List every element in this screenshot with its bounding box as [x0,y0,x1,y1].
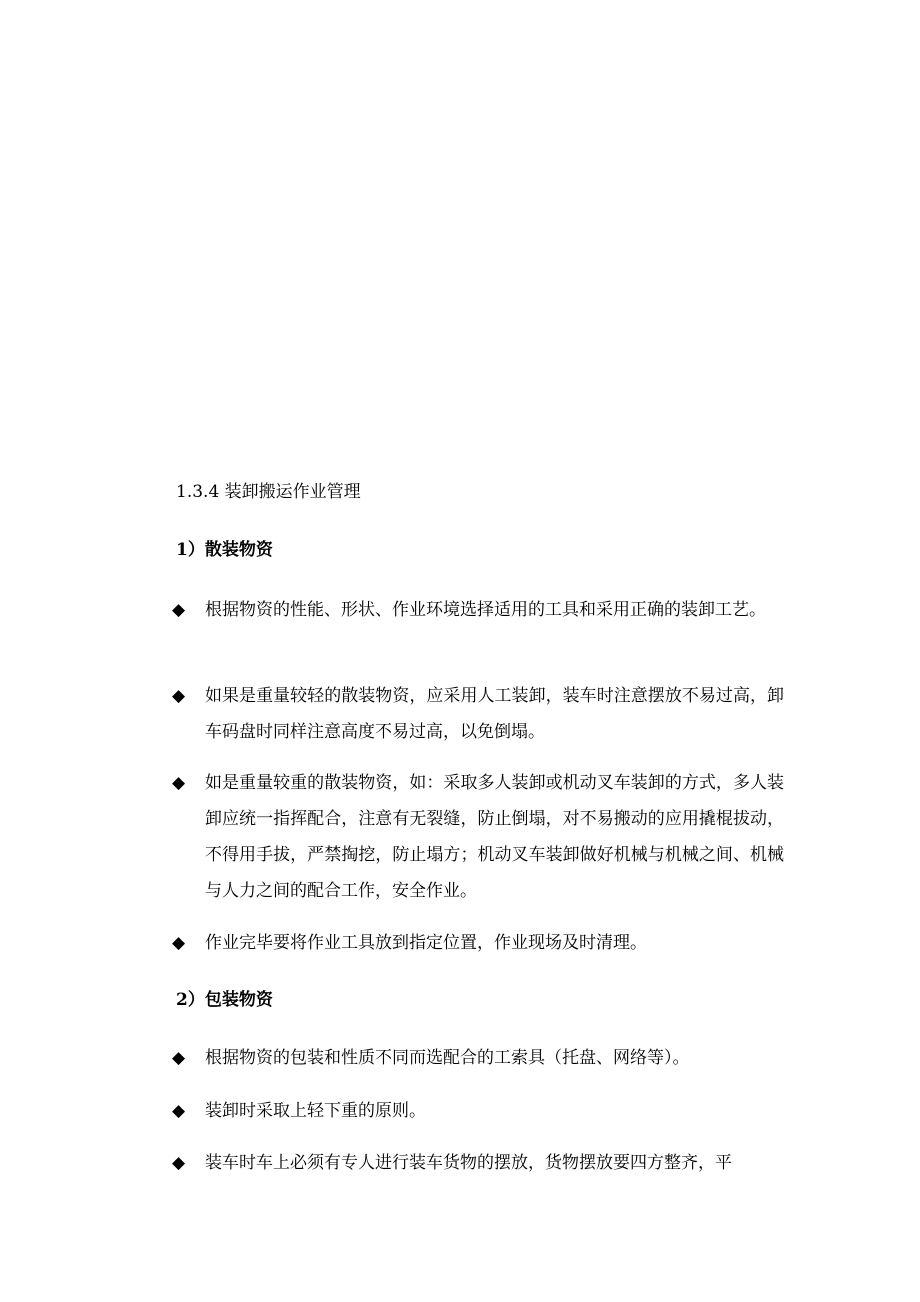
list-item [172,1145,784,1181]
list-item [172,1093,784,1129]
group-title-bulk: 1）散装物资 [176,540,273,560]
list-item [172,1040,784,1076]
diamond-bullet-icon: ◆ [172,1101,186,1121]
list-item-text: 作业完毕要将作业工具放到指定位置，作业现场及时清理。 [205,933,647,953]
diamond-bullet-icon: ◆ [172,1048,186,1068]
diamond-bullet-icon: ◆ [172,686,186,706]
list-item-text: 如是重量较重的散装物资，如：采取多人装卸或机动叉车装卸的方式，多人装卸应统一指挥配合，注意有无裂缝，防止倒塌，对不易搬动的应用撬棍拔动，不得用手拔，严禁掏挖，防止塌方；机动叉车装卸做好机械与机械之间、机械与人力之间的配合工作，安全作业。 [205,773,784,901]
list-item [172,765,784,909]
list-item [172,592,784,628]
diamond-bullet-icon: ◆ [172,933,186,953]
list-item-text: 根据物资的性能、形状、作业环境选择适用的工具和采用正确的装卸工艺。 [205,600,766,620]
diamond-bullet-icon: ◆ [172,773,186,793]
list-item-text: 装车时车上必须有专人进行装车货物的摆放，货物摆放要四方整齐，平 [205,1153,732,1173]
section-title: 1.3.4 装卸搬运作业管理 [176,482,361,502]
diamond-bullet-icon: ◆ [172,1153,186,1173]
list-item [172,925,784,961]
list-item-text: 根据物资的包装和性质不同而选配合的工索具（托盘、网络等）。 [205,1048,690,1068]
list-item-text: 如果是重量较轻的散装物资，应采用人工装卸，装车时注意摆放不易过高，卸车码盘时同样注意高度不易过高，以免倒塌。 [205,686,784,742]
diamond-bullet-icon: ◆ [172,600,186,620]
list-item [172,678,784,750]
group-title-packaged: 2）包装物资 [176,990,273,1010]
list-item-text: 装卸时采取上轻下重的原则。 [205,1101,426,1121]
